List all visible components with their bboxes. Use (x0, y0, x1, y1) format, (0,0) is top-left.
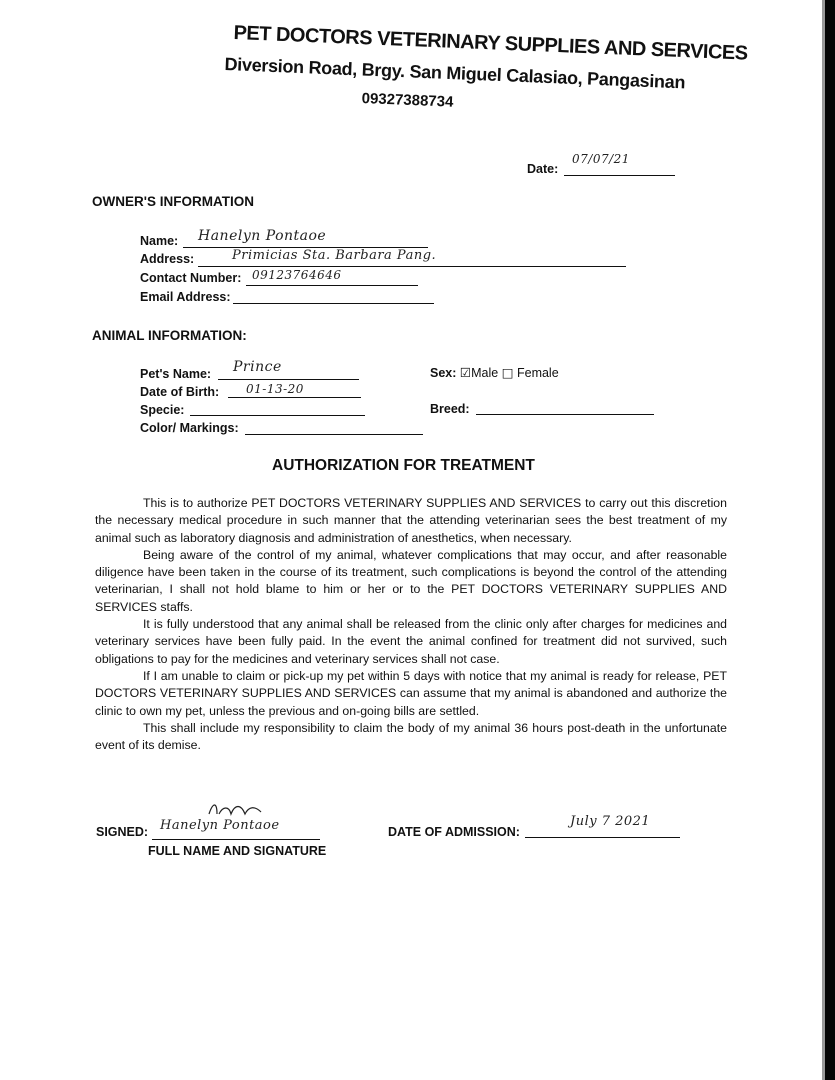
admission-value[interactable]: July 7 2021 (570, 814, 651, 829)
specie-line (190, 415, 365, 416)
owner-section-title: OWNER'S INFORMATION (92, 194, 254, 209)
owner-name-value[interactable]: Hanelyn Pontaoe (198, 228, 327, 244)
authorization-paragraph: It is fully understood that any animal shall be released from the clinic only after charges for medicines and veterinary services have been fully paid. In the event the animal confined for treatment did not survived, such obligations to pay for the medicines and veterinary services shall not case. (95, 617, 727, 666)
company-name: PET DOCTORS VETERINARY SUPPLIES AND SERVICES (233, 22, 748, 65)
owner-address-value[interactable]: Primicias Sta. Barbara Pang. (232, 248, 437, 263)
female-option-label: Female (516, 366, 559, 380)
authorization-title: AUTHORIZATION FOR TREATMENT (272, 457, 535, 474)
male-option-label: Male (471, 366, 499, 380)
authorization-paragraph: This is to authorize PET DOCTORS VETERINARY SUPPLIES AND SERVICES to carry out this discretion the necessary medical procedure in such manner that the attending veterinarian sees the best treatment of my animal such as laboratory diagnosis and administration of anesthetics, when necessary. (95, 496, 727, 545)
date-line (564, 175, 675, 176)
date-label: Date: (527, 162, 559, 176)
animal-section-title: ANIMAL INFORMATION: (92, 328, 247, 343)
signature-caption: FULL NAME AND SIGNATURE (148, 844, 327, 858)
owner-contact-value[interactable]: 09123764646 (252, 268, 342, 282)
date-value[interactable]: 07/07/21 (572, 152, 630, 166)
company-address: Diversion Road, Brgy. San Miguel Calasiao, Pangasinan (224, 54, 686, 93)
signature-value[interactable]: Hanelyn Pontaoe (160, 818, 280, 833)
authorization-paragraph: Being aware of the control of my animal, whatever complications that may occur, and after reasonable diligence have been taken in the course of its treatment, such complications is beyond the control of the attending veterinarian, I shall not hold blame to him or her or to the PET DOCTORS VETERINARY SUPPLIES AND SERVICES staffs. (95, 547, 727, 614)
color-line (245, 434, 423, 435)
authorization-body (95, 495, 727, 754)
signed-label: SIGNED: (96, 825, 149, 839)
owner-address-line (198, 266, 626, 267)
sex-label: Sex: (430, 366, 457, 380)
scan-edge-border (825, 0, 835, 1080)
pet-name-label: Pet's Name: (140, 367, 212, 381)
male-checkbox[interactable]: ☑ (459, 365, 472, 380)
breed-line (476, 414, 654, 415)
color-label: Color/ Markings: (140, 421, 239, 435)
owner-name-label: Name: (140, 234, 179, 248)
owner-contact-line (246, 285, 418, 286)
owner-contact-label: Contact Number: (140, 271, 242, 285)
authorization-paragraph: This shall include my responsibility to claim the body of my animal 36 hours post-death in the unfortunate event of its demise. (95, 720, 727, 753)
signature-scribble (205, 800, 265, 820)
pet-name-line (218, 379, 359, 380)
sex-field (430, 365, 559, 380)
female-checkbox[interactable]: □ (501, 365, 514, 380)
pet-name-value[interactable]: Prince (233, 359, 282, 375)
admission-label: DATE OF ADMISSION: (388, 825, 520, 839)
dob-label: Date of Birth: (140, 385, 220, 399)
company-phone: 09327388734 (361, 90, 454, 111)
specie-label: Specie: (140, 403, 185, 417)
authorization-paragraph: If I am unable to claim or pick-up my pet within 5 days with notice that my animal is ready for release, PET DOCTORS VETERINARY SUPPLIES AND SERVICES can assume that my animal is abandoned and authorize the clinic to own my pet, unless the previous and on-going bills are settled. (95, 668, 727, 718)
signature-line (152, 839, 320, 840)
owner-address-label: Address: (140, 252, 195, 266)
breed-label: Breed: (430, 402, 470, 416)
admission-line (525, 837, 680, 838)
owner-email-label: Email Address: (140, 290, 231, 304)
dob-value[interactable]: 01-13-20 (246, 382, 304, 396)
owner-email-line (233, 303, 434, 304)
dob-line (228, 397, 361, 398)
